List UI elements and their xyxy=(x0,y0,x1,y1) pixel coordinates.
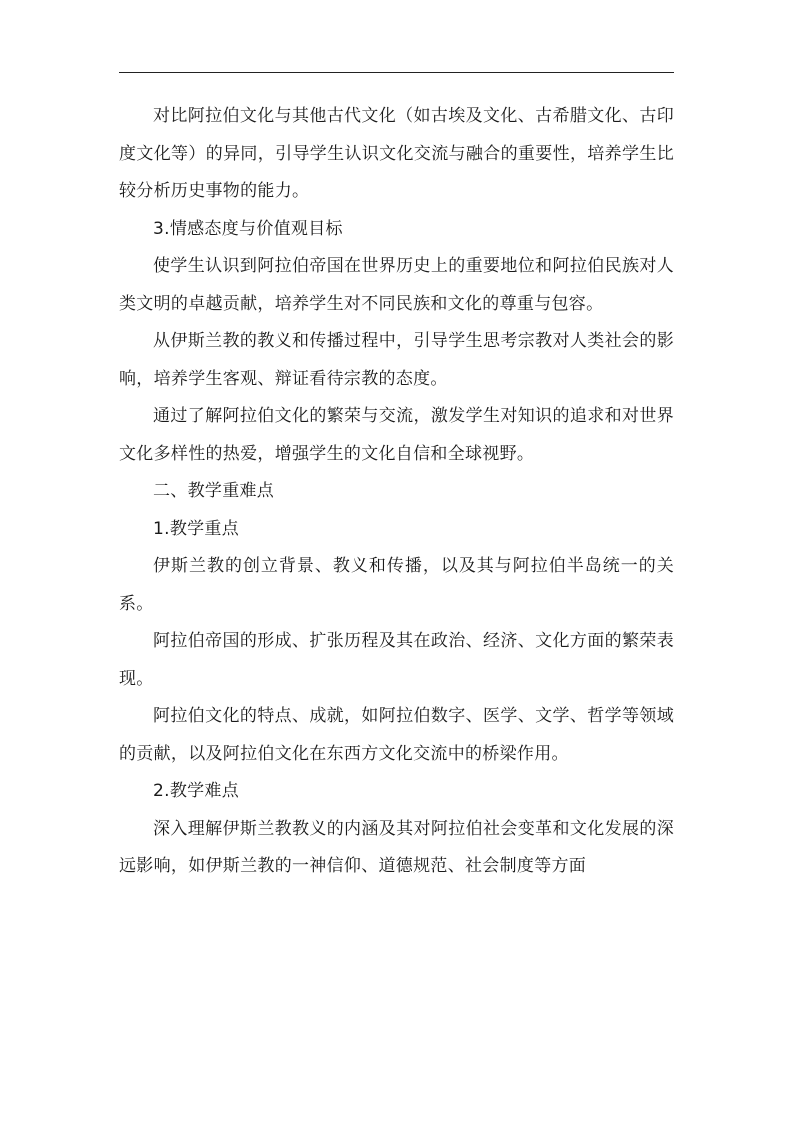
paragraph-empire-formation: 阿拉伯帝国的形成、扩张历程及其在政治、经济、文化方面的繁荣表现。 xyxy=(119,631,674,689)
heading-key-difficult-points: 二、教学重难点 xyxy=(153,481,275,501)
heading-teaching-difficulty: 2.教学难点 xyxy=(153,781,240,801)
document-body xyxy=(119,98,674,886)
paragraph-arab-culture-achievements: 阿拉伯文化的特点、成就，如阿拉伯数字、医学、文学、哲学等领域的贡献，以及阿拉伯文化在东西方文化交流中的桥梁作用。 xyxy=(119,706,674,764)
paragraph-cultural-comparison: 对比阿拉伯文化与其他古代文化（如古埃及文化、古希腊文化、古印度文化等）的异同，引导学生认识文化交流与融合的重要性，培养学生比较分析历史事物的能力。 xyxy=(119,106,674,201)
paragraph-arab-empire-importance: 使学生认识到阿拉伯帝国在世界历史上的重要地位和阿拉伯民族对人类文明的卓越贡献，培养学生对不同民族和文化的尊重与包容。 xyxy=(119,256,674,314)
paragraph-islam-founding: 伊斯兰教的创立背景、教义和传播，以及其与阿拉伯半岛统一的关系。 xyxy=(119,556,674,614)
paragraph-culture-prosperity: 通过了解阿拉伯文化的繁荣与交流，激发学生对知识的追求和对世界文化多样性的热爱，增强学生的文化自信和全球视野。 xyxy=(119,406,674,464)
header-rule xyxy=(119,72,674,73)
heading-teaching-focus: 1.教学重点 xyxy=(153,518,240,539)
paragraph-islam-doctrine-impact: 深入理解伊斯兰教教义的内涵及其对阿拉伯社会变革和文化发展的深远影响，如伊斯兰教的一神信仰、道德规范、社会制度等方面 xyxy=(119,818,674,876)
heading-emotion-attitude-values: 3.情感态度与价值观目标 xyxy=(153,218,343,239)
paragraph-religion-influence: 从伊斯兰教的教义和传播过程中，引导学生思考宗教对人类社会的影响，培养学生客观、辩证看待宗教的态度。 xyxy=(119,331,674,389)
